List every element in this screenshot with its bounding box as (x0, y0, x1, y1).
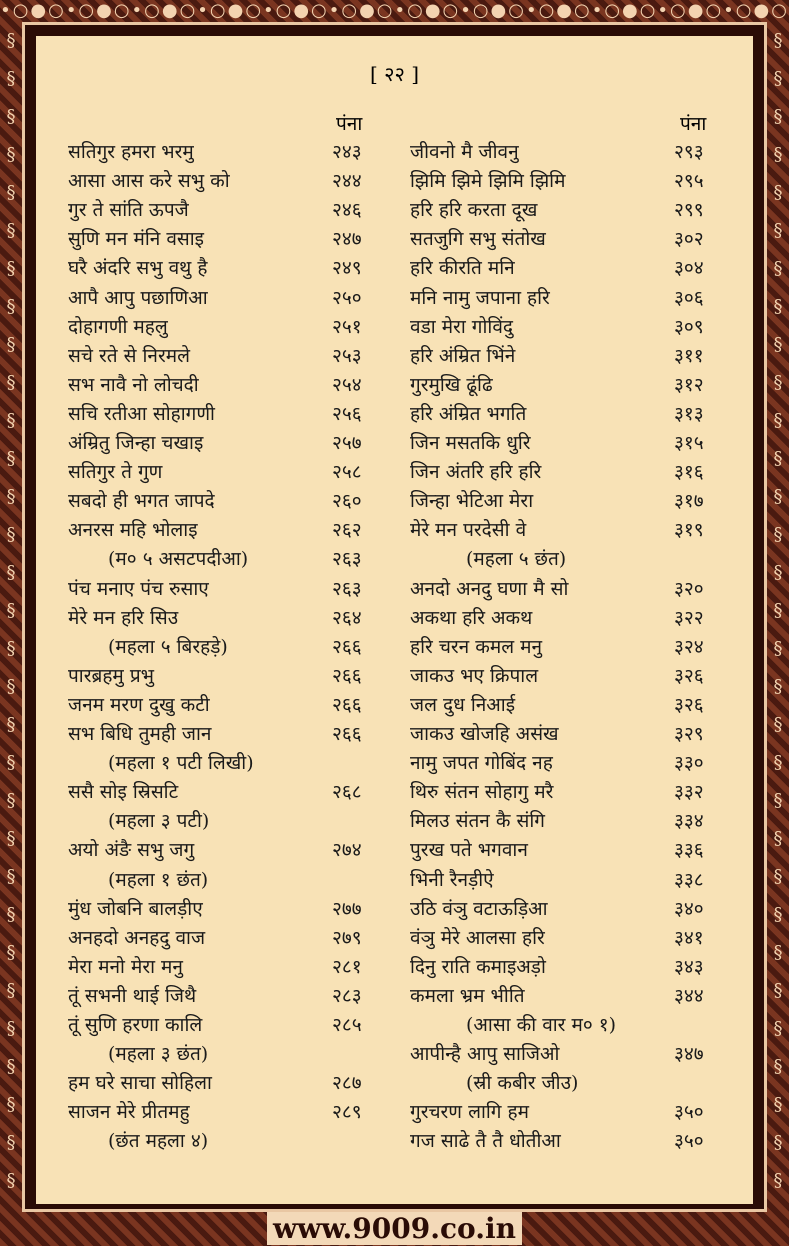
left-entry-page: २४७ (332, 228, 362, 251)
right-entry-page: ३४१ (674, 926, 704, 949)
right-entry-page: २९५ (674, 170, 704, 193)
right-entry-title: कमला भ्रम भीति (410, 984, 525, 1007)
left-entry-page: २६४ (332, 606, 362, 629)
left-entry-title: सचे रते से निरमले (68, 344, 190, 367)
left-entry-page: २७४ (332, 839, 362, 862)
right-entry-title: गज साढे तै तै धोतीआ (410, 1130, 561, 1153)
right-entry-title: पुरख पते भगवान (410, 839, 528, 862)
left-entry-title: सबदो ही भगत जापदे (68, 490, 215, 513)
right-entry-page: ३११ (674, 344, 704, 367)
right-entry-page: २९९ (674, 199, 704, 222)
right-entry-title: उठि वंञु वटाऊड़िआ (410, 897, 548, 920)
left-entry-title: पारब्रहमु प्रभु (68, 664, 154, 687)
right-entry-page: ३१५ (674, 432, 704, 454)
right-entry-title: भिनी रैनड़ीऐ (410, 868, 494, 891)
right-entry-title: (महला ५ छंत) (466, 548, 567, 571)
right-entry-page: ३४३ (674, 955, 704, 978)
right-column-header: पंना (680, 113, 707, 135)
right-entry-title: अकथा हरि अकथ (410, 606, 533, 629)
left-entry-title: मेरे मन हरि सिउ (68, 606, 179, 629)
left-entry-page: २७७ (332, 897, 362, 920)
left-entry-page: २५१ (332, 315, 362, 338)
right-entry-title: हरि हरि करता दूख (410, 199, 538, 222)
left-entry-page: २६६ (332, 664, 362, 687)
left-entry-title: सभ नावै नो लोचदी (68, 373, 199, 396)
left-entry-page: २८७ (332, 1072, 362, 1095)
left-entry-page: २५६ (332, 402, 362, 425)
right-entry-title: गुरमुखि ढूंढि (410, 373, 493, 396)
left-entry-page: २५३ (332, 344, 362, 367)
right-entry-page: ३०४ (674, 257, 704, 280)
left-entry-title: घरै अंदरि सभु वथु है (68, 257, 208, 280)
left-entry-title: मुंध जोबनि बालड़ीए (68, 897, 203, 920)
left-entry-title: ससै सोइ स्रिसटि (68, 781, 179, 804)
right-entry-title: मिलउ संतन कै संगि (410, 810, 545, 833)
left-entry-page: २४३ (332, 141, 362, 163)
right-entry-page: ३३६ (674, 839, 704, 862)
right-entry-title: जिन मसतकि धुरि (410, 432, 531, 454)
right-entry-title: (स्री कबीर जीउ) (466, 1072, 579, 1095)
left-entry-title: मेरा मनो मेरा मनु (68, 955, 183, 978)
right-entry-title: नामु जपत गोबिंद नह (410, 752, 553, 775)
right-entry-title: दिनु राति कमाइअड़ो (410, 955, 546, 978)
right-entry-page: ३२० (674, 577, 704, 600)
left-entry-title: आसा आस करे सभु को (68, 170, 230, 193)
left-entry-title: हम घरे साचा सोहिला (68, 1072, 212, 1095)
right-entry-page: ३३० (674, 752, 704, 775)
left-entry-page: २५४ (332, 373, 362, 396)
right-entry-title: मनि नामु जपाना हरि (410, 286, 550, 309)
right-entry-page: ३४७ (674, 1043, 704, 1066)
left-entry-page: २४६ (332, 199, 362, 222)
right-entry-page: ३४४ (674, 984, 704, 1007)
page-number: [ २२ ] (369, 62, 420, 86)
left-entry-page: २६२ (332, 519, 362, 542)
left-entry-title: (महला १ पटी लिखी) (108, 752, 254, 775)
left-entry-title: सचि रतीआ सोहागणी (68, 402, 215, 425)
right-entry-title: जल दुध निआई (410, 693, 516, 716)
left-entry-title: सतिगुर ते गुण (68, 461, 163, 484)
footer-website (0, 1212, 789, 1246)
right-entry-title: जीवनो मै जीवनु (410, 141, 519, 163)
left-entry-page: २६३ (332, 548, 362, 571)
right-entry-title: वंञु मेरे आलसा हरि (410, 926, 545, 949)
right-border-ornament: § § § § § § § § § § § § § § § § § § § § § § § § § § § § § § § (773, 30, 783, 1191)
left-entry-title: पंच मनाए पंच रुसाए (68, 577, 209, 600)
left-entry-page: २८१ (332, 955, 362, 978)
left-entry-title: साजन मेरे प्रीतमहु (68, 1101, 190, 1124)
left-entry-title: सुणि मन मंनि वसाइ (68, 228, 205, 251)
left-entry-title: (छंत महला ४) (108, 1130, 209, 1153)
right-entry-title: हरि कीरति मनि (410, 257, 515, 280)
right-entry-page: ३४० (674, 897, 704, 920)
right-entry-page: ३५० (674, 1101, 704, 1124)
right-entry-page: ३०२ (674, 228, 704, 251)
right-entry-title: मेरे मन परदेसी वे (410, 519, 527, 542)
index-page (36, 36, 753, 1204)
left-entry-page: २६० (332, 490, 362, 513)
right-entry-page: ३२२ (674, 606, 704, 629)
left-entry-page: २४४ (332, 170, 362, 193)
right-entry-title: जिन अंतरि हरि हरि (410, 461, 542, 484)
right-entry-page: ३१२ (674, 373, 704, 396)
left-entry-page: २४९ (332, 257, 362, 280)
right-entry-title: वडा मेरा गोविंदु (410, 315, 513, 338)
right-entry-title: झिमि झिमे झिमि झिमि (410, 170, 566, 193)
left-entry-title: गुर ते सांति ऊपजै (68, 199, 189, 222)
right-entry-title: जाकउ भए क्रिपाल (410, 664, 539, 687)
left-border-ornament: § § § § § § § § § § § § § § § § § § § § § § § § § § § § § § § (6, 30, 16, 1191)
left-entry-title: (महला ३ छंत) (108, 1043, 209, 1066)
right-entry-page: ३२९ (674, 723, 704, 745)
right-entry-title: थिरु संतन सोहागु मरै (410, 781, 554, 804)
right-entry-page: ३३४ (674, 810, 704, 833)
left-entry-page: २८५ (332, 1014, 362, 1036)
left-entry-page: २६६ (332, 693, 362, 716)
left-entry-title: अनरस महि भोलाइ (68, 519, 198, 542)
top-border-ornament: •○●○•○●○•○●○•○●○•○●○•○●○•○●○•○●○•○●○•○●○•○●○•○●○ (0, 0, 789, 21)
left-entry-title: सभ बिधि तुमही जान (68, 723, 212, 745)
right-entry-page: ३१६ (674, 461, 704, 484)
right-entry-title: (आसा की वार म० १) (466, 1014, 617, 1036)
left-entry-page: २८९ (332, 1101, 362, 1124)
left-entry-title: तूं सुणि हरणा कालि (68, 1014, 203, 1036)
right-entry-title: जाकउ खोजहि असंख (410, 723, 559, 745)
left-entry-page: २६३ (332, 577, 362, 600)
left-entry-title: अनहदो अनहदु वाज (68, 926, 206, 949)
left-entry-title: तूं सभनी थाई जिथै (68, 984, 197, 1007)
right-entry-title: गुरचरण लागि हम (410, 1101, 529, 1124)
left-entry-title: (महला ३ पटी) (108, 810, 210, 833)
right-entry-page: ३३८ (674, 868, 704, 891)
right-entry-page: ३२६ (674, 693, 704, 716)
left-entry-page: २६८ (332, 781, 362, 804)
right-entry-page: ३३२ (674, 781, 704, 804)
right-entry-title: हरि चरन कमल मनु (410, 635, 543, 658)
right-entry-page: ३१३ (674, 402, 704, 425)
left-entry-page: २८३ (332, 984, 362, 1007)
left-entry-page: २६६ (332, 723, 362, 745)
right-entry-title: अनदो अनदु घणा मै सो (410, 577, 569, 600)
right-entry-page: ३०९ (674, 315, 704, 338)
left-entry-title: दोहागणी महलु (68, 315, 168, 338)
left-column-header: पंना (336, 113, 363, 135)
right-entry-page: ३२६ (674, 664, 704, 687)
right-entry-page: ३५० (674, 1130, 704, 1153)
left-entry-title: (म० ५ असटपदीआ) (108, 548, 249, 571)
left-entry-title: (महला ५ बिरहड़े) (108, 635, 228, 658)
website-url: www.9009.co.in (267, 1212, 522, 1245)
right-entry-title: हरि अंम्रित भिंने (410, 344, 516, 367)
left-entry-page: २५० (332, 286, 362, 309)
right-entry-page: ३१९ (674, 519, 704, 542)
right-entry-title: जिन्हा भेटिआ मेरा (410, 490, 534, 513)
right-entry-page: ३१७ (674, 490, 704, 513)
left-entry-title: जनम मरण दुखु कटी (68, 693, 210, 716)
left-entry-page: २७९ (332, 926, 362, 949)
left-entry-page: २५८ (332, 461, 362, 484)
right-entry-title: हरि अंम्रित भगति (410, 402, 527, 425)
left-entry-title: अयो अंङै सभु जगु (68, 839, 195, 862)
left-entry-title: सतिगुर हमरा भरमु (68, 141, 194, 163)
right-entry-page: ३०६ (674, 286, 704, 309)
right-entry-page: २९३ (674, 141, 704, 163)
left-entry-page: २५७ (332, 432, 362, 454)
left-entry-title: अंम्रितु जिन्हा चखाइ (68, 432, 204, 454)
left-entry-title: (महला १ छंत) (108, 868, 209, 891)
right-entry-page: ३२४ (674, 635, 704, 658)
right-entry-title: आपीन्है आपु साजिओ (410, 1043, 560, 1066)
right-entry-title: सतजुगि सभु संतोख (410, 228, 546, 251)
left-entry-title: आपै आपु पछाणिआ (68, 286, 208, 309)
left-entry-page: २६६ (332, 635, 362, 658)
